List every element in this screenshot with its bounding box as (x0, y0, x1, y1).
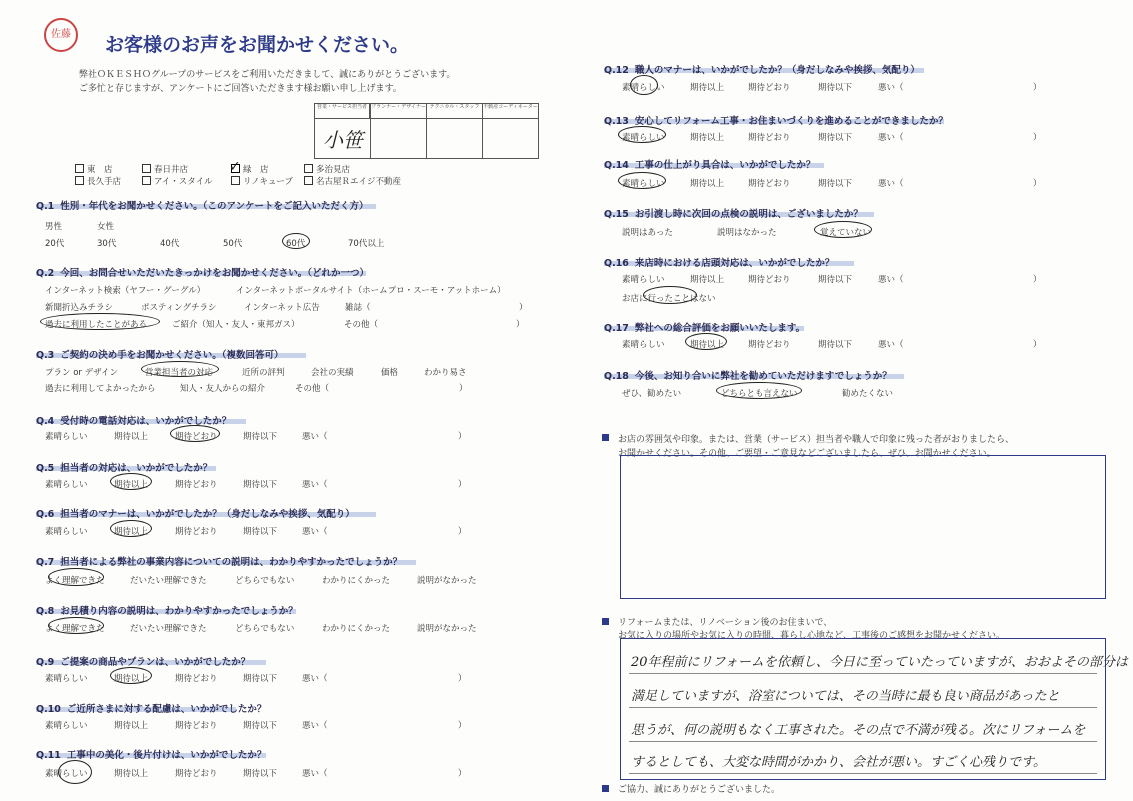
question-title: Q.12 職人のマナーは、いかがでしたか？（身だしなみや挨拶、気配り） (604, 65, 920, 76)
question-title: Q.18 今後、お知り合いに弊社を勧めていただけますでしょうか？ (604, 371, 892, 382)
option[interactable]: 説明がなかった (417, 624, 477, 634)
option[interactable]: 期待どおり (748, 275, 791, 285)
answer-circle (618, 172, 666, 189)
question-title: Q.5 担当者の対応は、いかがでしたか？ (36, 463, 213, 474)
option[interactable]: 期待以下 (243, 480, 278, 490)
answer-circle (685, 333, 727, 350)
option[interactable]: 期待以上 (114, 721, 149, 731)
option: ） (458, 480, 467, 490)
question-title: Q.10 ご近所さまに対する配慮は、いかがでしたか？ (36, 704, 267, 715)
option-selected[interactable]: 素晴らしい (622, 83, 665, 93)
staff-box (314, 103, 539, 159)
option[interactable]: 男性 (45, 222, 63, 232)
question-title: Q.15 お引渡し時に次回の点検の説明は、ございましたか？ (604, 209, 863, 220)
option[interactable]: 期待どおり (748, 179, 791, 189)
option[interactable]: その他（ (295, 384, 330, 394)
intro-line-1: 弊社ＯＫＥＳＨＯグループのサービスをご利用いただきまして、誠にありがとうございます。 (79, 70, 456, 80)
option[interactable]: 40代 (160, 239, 180, 249)
option[interactable]: だいたい理解できた (130, 624, 207, 634)
question-title: Q.17 弊社への総合評価をお願いいたします。 (604, 323, 806, 334)
comment-box-2[interactable] (620, 638, 1128, 780)
staff-cell-planner: プランナー・デザイナー (371, 104, 427, 158)
option[interactable]: 期待以下 (243, 674, 278, 684)
answer-circle (141, 361, 219, 377)
answer-circle (110, 667, 152, 684)
option-selected[interactable]: 期待以上 (114, 674, 149, 684)
option-selected[interactable]: 営業担当者の対応 (145, 368, 214, 378)
option-selected[interactable]: 覚えていない (820, 228, 872, 238)
option[interactable]: 期待以下 (243, 527, 278, 537)
answer-circle (618, 126, 666, 143)
option[interactable]: 期待以下 (243, 432, 278, 442)
option[interactable]: 期待どおり (175, 769, 218, 779)
option[interactable]: 説明がなかった (417, 576, 477, 586)
option[interactable]: ご紹介（知人・友人・東邦ガス） (172, 320, 300, 330)
option[interactable]: 期待以下 (243, 721, 278, 731)
question-title: Q.11 工事中の美化・後片付けは、いかがでしたか？ (36, 750, 267, 761)
option[interactable]: 素晴らしい (45, 527, 88, 537)
answer-circle (48, 617, 104, 634)
answer-circle (716, 382, 802, 399)
option[interactable]: わかり易さ (424, 368, 467, 378)
option[interactable]: 価格 (381, 368, 399, 378)
staff-cell-technical: テクニカル・スタッフ (427, 104, 483, 158)
option[interactable]: 会社の実績 (311, 368, 354, 378)
comment2-prompt-2: お気に入りの場所やお気に入りの時間、暮らし心地など、工事後のご感想をお聞かせください。 (618, 631, 1006, 641)
option-selected[interactable]: よく理解できた (45, 576, 105, 586)
option: ） (1033, 133, 1042, 143)
question-title: Q.4 受付時の電話対応は、いかがでしたか？ (36, 416, 232, 427)
option[interactable]: 期待以上 (690, 83, 725, 93)
store-check-selected[interactable]: 緑 店 (231, 163, 269, 175)
store-check[interactable]: 長久手店 (75, 175, 121, 187)
option[interactable]: 期待どおり (748, 340, 791, 350)
store-check[interactable]: 春日井店 (142, 163, 188, 175)
handwritten-line-2: 満足していますが、浴室については、その当時に最も良い商品があったと (631, 689, 1060, 704)
option: ） (1033, 275, 1042, 285)
handwritten-line-1: 20年程前にリフォームを依頼し、今日に至っていたっていますが、おおよその部分は (631, 655, 1128, 670)
answer-circle (630, 75, 658, 95)
comment1-prompt-1: お店の雰囲気や印象。または、営業（サービス）担当者や職人で印象に残った者がおりましたら、 (618, 435, 1015, 445)
question-title: Q.9 ご提案の商品やプランは、いかがでしたか？ (36, 657, 251, 668)
option[interactable]: 悪い（ (302, 480, 328, 490)
question-title: Q.14 工事の仕上がり具合は、いかがでしたか？ (604, 160, 816, 171)
option[interactable]: どちらでもない (235, 576, 295, 586)
option-selected[interactable]: 素晴らしい (45, 769, 88, 779)
option[interactable]: 期待どおり (175, 721, 218, 731)
option[interactable]: 近所の評判 (242, 368, 285, 378)
option[interactable]: 期待以上 (690, 179, 725, 189)
handwritten-line-3: 思うが、何の説明もなく工事された。その点で不満が残る。次にリフォームを (631, 723, 1086, 738)
answer-circle (643, 286, 697, 304)
intro-line-2: ご多忙と存じますが、アンケートにご回答いただきます様お願い申し上げます。 (79, 84, 402, 94)
option: ） (459, 384, 468, 394)
option[interactable]: 説明はなかった (717, 228, 777, 238)
option[interactable]: 期待以下 (818, 275, 853, 285)
option[interactable]: プラン or デザイン (45, 368, 119, 378)
comment-box-1[interactable] (620, 455, 1106, 599)
bullet-square-icon (602, 618, 609, 625)
comment2-prompt-1: リフォームまたは、リノベーション後のお住まいで、 (618, 618, 833, 628)
staff-handwritten-name: 小笹 (323, 128, 363, 152)
question-title: Q.8 お見積り内容の説明は、わかりやすかったでしょうか？ (36, 606, 298, 617)
option: ） (458, 721, 467, 731)
option[interactable]: 期待以上 (690, 133, 725, 143)
option[interactable]: インターネット広告 (244, 303, 320, 313)
option-selected[interactable]: 素晴らしい (622, 133, 665, 143)
option: ） (1033, 179, 1042, 189)
option[interactable]: 悪い（ (302, 674, 328, 684)
option[interactable]: 悪い（ (302, 527, 328, 537)
store-check[interactable]: 東 店 (75, 163, 113, 175)
option[interactable]: 勧めたくない (842, 389, 894, 399)
option-selected[interactable]: 素晴らしい (622, 179, 665, 189)
option[interactable]: 過去に利用してよかったから (45, 384, 156, 394)
option[interactable]: インターネットポータルサイト（ホームプロ・スーモ・アットホーム） (236, 286, 506, 296)
option[interactable]: 女性 (97, 222, 115, 232)
option[interactable]: 期待どおり (748, 83, 791, 93)
option[interactable]: 悪い（ (878, 133, 904, 143)
option-selected[interactable]: どちらとも言えない (721, 389, 798, 399)
option-selected[interactable]: 期待以上 (114, 527, 149, 537)
answer-circle (170, 425, 220, 442)
option-selected[interactable]: 期待どおり (175, 432, 218, 442)
handwritten-line-4: するとしても、大変な時間がかかり、会社が悪い。すごく心残りです。 (631, 755, 1046, 770)
bullet-square-icon (602, 434, 609, 441)
option[interactable]: 悪い（ (878, 83, 904, 93)
staff-cell-sales: 営業・サービス担当者 小笹 (315, 104, 371, 158)
option[interactable]: 悪い（ (878, 275, 904, 285)
option: ） (458, 674, 467, 684)
option: ） (458, 769, 467, 779)
option-selected[interactable]: お店に行ったことはない (622, 294, 716, 304)
option: ） (1033, 340, 1042, 350)
option[interactable]: わかりにくかった (322, 624, 391, 634)
option: ） (1033, 83, 1042, 93)
option[interactable]: 20代 (45, 239, 65, 249)
option[interactable]: 50代 (223, 239, 243, 249)
option[interactable]: 悪い（ (302, 432, 328, 442)
option[interactable]: 期待以下 (818, 83, 853, 93)
staff-cell-realestate: 不動産コーディネーター (483, 104, 538, 158)
option[interactable]: だいたい理解できた (130, 576, 207, 586)
answer-circle (110, 473, 152, 490)
option[interactable]: 期待以上 (114, 769, 149, 779)
option[interactable]: インターネット検索（ヤフー・グーグル） (45, 286, 206, 296)
option[interactable]: 説明はあった (622, 228, 673, 238)
option: ） (519, 303, 528, 313)
option[interactable]: ぜひ、勧めたい (622, 389, 682, 399)
page-title: お客様のお声をお聞かせください。 (105, 34, 410, 56)
option: ） (516, 320, 525, 330)
seal-stamp: 佐藤 (44, 18, 78, 52)
option[interactable]: 期待以下 (818, 340, 853, 350)
option[interactable]: 期待以下 (818, 179, 853, 189)
option[interactable]: 期待どおり (175, 674, 218, 684)
question-title: Q.2 今回、お問合せいただいたきっかけをお聞かせください。（どれか一つ） (36, 268, 370, 279)
question-title: Q.6 担当者のマナーは、いかがでしたか？（身だしなみや挨拶、気配り） (36, 509, 355, 520)
option[interactable]: 悪い（ (878, 340, 904, 350)
option[interactable]: 素晴らしい (45, 480, 88, 490)
option[interactable]: 新聞折込みチラシ (45, 303, 114, 313)
option[interactable]: 期待以下 (818, 133, 853, 143)
option: ） (458, 527, 467, 537)
comment1-prompt-2: お聞かせください。その他、ご要望・ご意見などございましたら、ぜひ、お聞かせください。 (618, 449, 996, 459)
option-selected[interactable]: 60代 (286, 239, 306, 249)
bullet-square-icon (602, 785, 609, 792)
option[interactable]: 期待以下 (243, 769, 278, 779)
answer-circle (58, 760, 92, 784)
question-title: Q.16 来店時における店頭対応は、いかがでしたか？ (604, 258, 835, 269)
option[interactable]: その他（ (344, 320, 379, 330)
option[interactable]: 期待以上 (114, 432, 149, 442)
store-check[interactable]: 多治見店 (304, 163, 350, 175)
option[interactable]: 悪い（ (878, 179, 904, 189)
option: ） (458, 432, 467, 442)
answer-circle (48, 568, 104, 586)
option[interactable]: 70代以上 (348, 239, 385, 249)
option-selected[interactable]: 期待以上 (114, 480, 149, 490)
store-check[interactable]: 名古屋Ｒエイジ不動産 (304, 175, 401, 187)
question-title: Q.13 安心してリフォーム工事・お住まいづくりを進めることができましたか？ (604, 116, 948, 127)
option[interactable]: 素晴らしい (45, 432, 88, 442)
option[interactable]: 知人・友人からの紹介 (180, 384, 266, 394)
option[interactable]: ポスティングチラシ (141, 303, 217, 313)
question-title: Q.1 性別・年代をお聞かせください。（このアンケートをご記入いただく方） (36, 201, 369, 212)
question-title: Q.7 担当者による弊社の事業内容についての説明は、わかりやすかったでしょうか？ (36, 557, 403, 568)
answer-circle (282, 233, 310, 249)
option[interactable]: 素晴らしい (45, 721, 88, 731)
option[interactable]: 雑誌（ (345, 303, 371, 313)
store-check[interactable]: アイ・スタイル (142, 175, 213, 187)
footer-thanks: ご協力、誠にありがとうございました。 (618, 785, 781, 795)
store-check[interactable]: リノキューブ (231, 175, 293, 187)
option[interactable]: わかりにくかった (322, 576, 391, 586)
option-selected[interactable]: よく理解できた (45, 624, 105, 634)
answer-circle (40, 313, 160, 330)
option[interactable]: 素晴らしい (622, 340, 665, 350)
check-mark-icon: ✓ (229, 159, 241, 175)
option-selected[interactable]: 過去に利用したことがある (45, 320, 148, 330)
option[interactable]: 悪い（ (302, 769, 328, 779)
option[interactable]: 素晴らしい (45, 674, 88, 684)
option[interactable]: 素晴らしい (622, 275, 665, 285)
option[interactable]: 悪い（ (302, 721, 328, 731)
option[interactable]: 期待どおり (175, 527, 218, 537)
answer-circle (814, 221, 872, 238)
option[interactable]: 期待以上 (690, 275, 725, 285)
answer-circle (110, 520, 152, 537)
question-title: Q.3 ご契約の決め手をお聞かせください。（複数回答可） (36, 350, 284, 361)
option[interactable]: 30代 (97, 239, 117, 249)
option-selected[interactable]: 期待以上 (690, 340, 725, 350)
option[interactable]: 期待どおり (748, 133, 791, 143)
option[interactable]: 期待どおり (175, 480, 218, 490)
option[interactable]: どちらでもない (235, 624, 295, 634)
